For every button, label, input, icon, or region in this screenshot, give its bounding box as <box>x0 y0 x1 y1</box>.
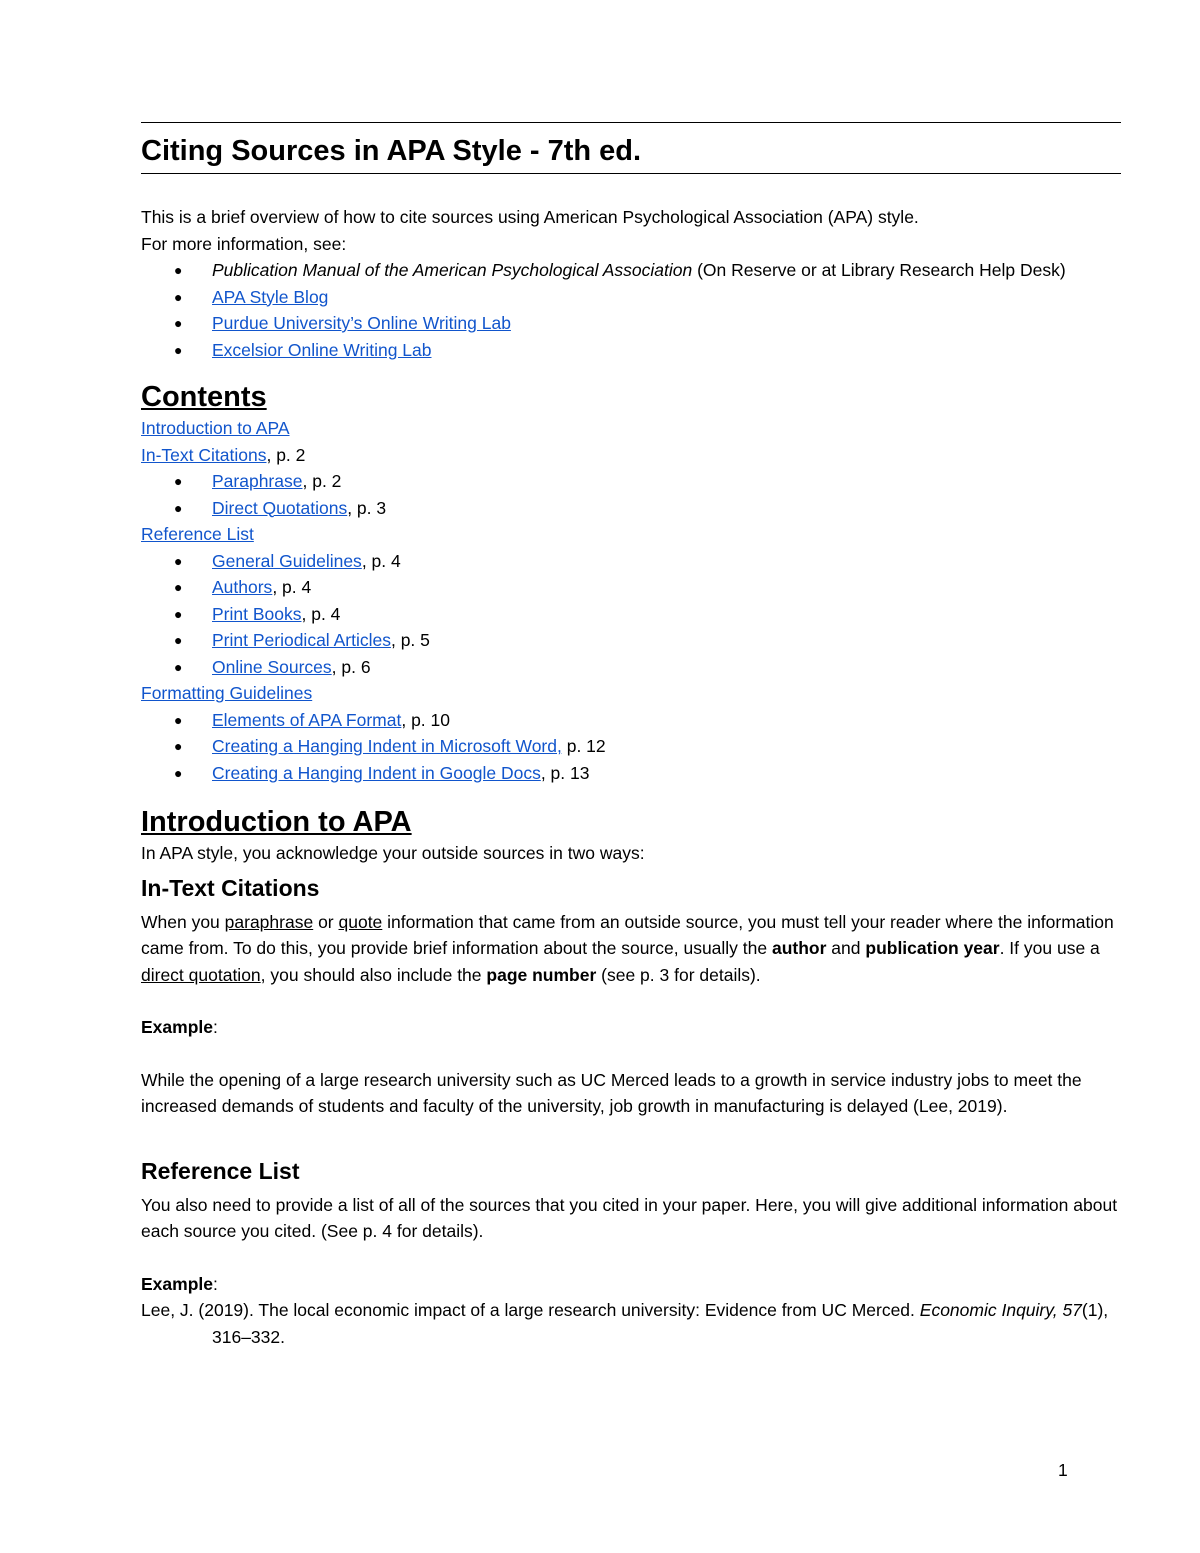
page-number: 1 <box>1058 1460 1068 1480</box>
toc-page: , p. 4 <box>272 577 312 597</box>
list-item <box>141 284 1121 311</box>
bullet-icon: ● <box>174 288 183 305</box>
toc-page: , p. 10 <box>401 709 450 730</box>
bullet-icon: ● <box>174 738 183 754</box>
toc-page: , p. 4 <box>301 603 341 624</box>
toc-link-introduction[interactable]: Introduction to APA <box>141 418 290 438</box>
toc-link-general-guidelines[interactable]: General Guidelines <box>212 550 362 571</box>
bullet-icon: ● <box>174 262 183 278</box>
in-text-part: . If you use a <box>999 938 1100 958</box>
excelsior-owl-link[interactable]: Excelsior Online Writing Lab <box>212 339 432 360</box>
title-block <box>141 122 1121 174</box>
bullet-icon: ● <box>174 658 183 675</box>
in-text-part: , you should also include the <box>260 964 487 985</box>
toc-link-online-sources[interactable]: Online Sources <box>212 656 332 677</box>
list-item <box>141 760 1121 787</box>
apa-style-blog-link[interactable]: APA Style Blog <box>212 286 329 307</box>
reference-list-heading: Reference List <box>141 1157 300 1184</box>
list-item <box>141 654 1121 681</box>
publication-year-term: publication year <box>865 938 1000 958</box>
in-text-citations-heading: In-Text Citations <box>141 874 320 901</box>
reference-list-text: You also need to provide a list of all of the sources that you cited in your paper. Here, you will give additional information about each source you cited. (See p. 4 for details). <box>141 1194 1118 1241</box>
toc-link-reference-list[interactable]: Reference List <box>141 524 254 544</box>
toc-section <box>141 442 1121 469</box>
intro-line-1: This is a brief overview of how to cite sources using American Psychological Association (APA) style. <box>141 207 919 227</box>
toc-page: , p. 3 <box>347 497 387 518</box>
toc-page: , p. 13 <box>540 762 590 783</box>
toc-link-direct-quotations[interactable]: Direct Quotations <box>212 497 348 518</box>
in-text-example: While the opening of a large research university such as UC Merced leads to a growth in service industry jobs to meet the increased demands of students and faculty of the university, job growth in manufacturing is delayed (Lee, 2019). <box>141 1069 1082 1116</box>
toc-page: , p. 5 <box>390 630 430 650</box>
toc-sublist <box>141 468 1121 521</box>
document-title: Citing Sources in APA Style - 7th ed. <box>141 135 642 167</box>
list-item <box>141 627 1121 654</box>
toc-link-in-text-citations[interactable]: In-Text Citations <box>141 444 267 465</box>
toc-link-formatting-guidelines[interactable]: Formatting Guidelines <box>141 683 313 703</box>
list-item <box>141 257 1121 284</box>
quote-term: quote <box>338 911 383 932</box>
bullet-icon: ● <box>174 605 183 622</box>
toc-page: , p. 2 <box>266 444 306 465</box>
table-of-contents <box>141 415 1121 786</box>
toc-sublist <box>141 707 1121 787</box>
bullet-icon: ● <box>174 711 183 728</box>
bullet-icon: ● <box>174 552 183 569</box>
toc-sublist <box>141 548 1121 681</box>
in-text-paragraph <box>141 909 1121 989</box>
in-text-part: When you <box>141 911 225 932</box>
example-label: Example: <box>141 1273 218 1294</box>
bullet-icon: ● <box>174 315 183 331</box>
toc-page: , p. 6 <box>331 656 371 677</box>
list-item <box>141 548 1121 575</box>
purdue-owl-link[interactable]: Purdue University’s Online Writing Lab <box>212 313 511 333</box>
intro-line-2: For more information, see: <box>141 233 347 254</box>
example-label: Example: <box>141 1017 218 1037</box>
list-item <box>141 601 1121 628</box>
introduction-heading: Introduction to APA <box>141 806 412 838</box>
direct-quotation-term: direct quotation <box>141 964 261 985</box>
bullet-icon: ● <box>174 341 183 358</box>
bullet-icon: ● <box>174 764 183 781</box>
in-text-part: (see p. 3 for details). <box>596 964 761 985</box>
bullet-icon: ● <box>174 632 183 648</box>
toc-section <box>141 680 1121 707</box>
author-term: author <box>771 938 827 958</box>
contents-heading: Contents <box>141 381 267 413</box>
in-text-part: information that came from an outside source, you must tell your reader where the information came from. To do this, you provide brief information about the source, usually the <box>141 911 1114 958</box>
list-item <box>141 707 1121 734</box>
toc-page: , p. 4 <box>361 550 401 571</box>
reference-example: Lee, J. (2019). The local economic impact of a large research university: Evidence from UC Merced. Economic Inquiry, 57(1), 316–332. <box>141 1300 1109 1347</box>
introduction-text: In APA style, you acknowledge your outside sources in two ways: <box>141 843 645 863</box>
toc-link-hanging-indent-word[interactable]: Creating a Hanging Indent in Microsoft Word, <box>212 736 562 756</box>
list-item <box>141 574 1121 601</box>
in-text-part: and <box>826 938 866 958</box>
toc-page: p. 12 <box>561 736 606 756</box>
list-item <box>141 733 1121 760</box>
toc-section <box>141 415 1121 442</box>
list-item <box>141 337 1121 364</box>
list-item <box>141 310 1121 337</box>
toc-section <box>141 521 1121 548</box>
page-number-term: page number <box>486 964 597 985</box>
paraphrase-term: paraphrase <box>224 911 314 932</box>
toc-link-hanging-indent-google-docs[interactable]: Creating a Hanging Indent in Google Docs <box>212 762 541 783</box>
journal-title: Economic Inquiry <box>919 1300 1053 1320</box>
journal-volume: 57 <box>1062 1300 1082 1320</box>
in-text-part: or <box>313 911 339 932</box>
manual-title: Publication Manual of the American Psychological Association <box>212 260 693 280</box>
list-item <box>141 495 1121 522</box>
bullet-icon: ● <box>174 579 183 595</box>
toc-link-authors[interactable]: Authors <box>212 577 273 597</box>
bullet-icon: ● <box>174 473 183 489</box>
manual-note: (On Reserve or at Library Research Help Desk) <box>692 260 1066 280</box>
toc-link-print-periodical-articles[interactable]: Print Periodical Articles <box>212 630 391 650</box>
document-page <box>141 122 1121 1350</box>
toc-link-print-books[interactable]: Print Books <box>212 603 302 624</box>
bullet-icon: ● <box>174 499 183 516</box>
toc-page: , p. 2 <box>302 471 342 491</box>
list-item <box>141 468 1121 495</box>
toc-link-paraphrase[interactable]: Paraphrase <box>212 471 303 491</box>
resources-list <box>141 257 1121 363</box>
toc-link-elements-of-apa-format[interactable]: Elements of APA Format <box>212 709 402 730</box>
